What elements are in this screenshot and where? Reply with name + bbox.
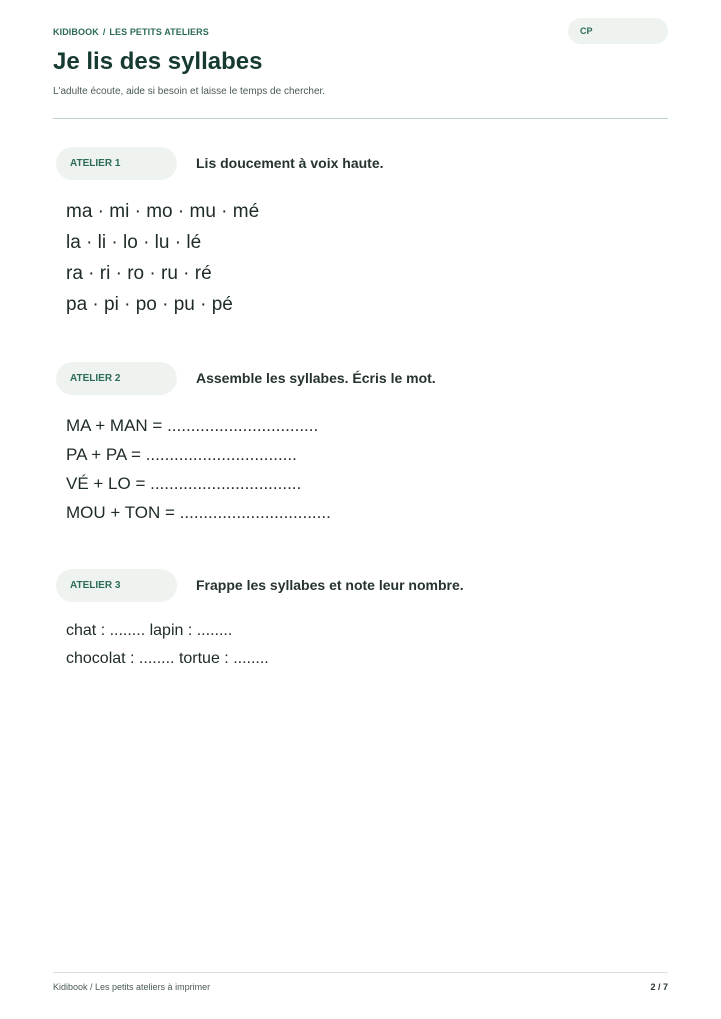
count-line: chocolat : ........ tortue : ........ xyxy=(66,650,269,667)
assembly-line: PA + PA = ................................ xyxy=(66,445,297,464)
page-subtitle: L'adulte écoute, aide si besoin et laisse le temps de chercher. xyxy=(53,86,326,97)
footer-text: Kidibook / Les petits ateliers à imprimer xyxy=(53,982,211,992)
breadcrumb-item-collection: LES PETITS ATELIERS xyxy=(109,27,209,37)
syllable-line: ra · ri · ro · ru · ré xyxy=(66,263,212,284)
assembly-line: MA + MAN = ................................ xyxy=(66,416,319,435)
breadcrumb xyxy=(53,27,209,37)
assembly-line: MOU + TON = ................................ xyxy=(66,503,331,522)
assembly-line: VÉ + LO = ................................ xyxy=(66,474,302,493)
footer-divider xyxy=(53,972,668,973)
breadcrumb-separator: / xyxy=(102,27,106,37)
page-number: 2 / 7 xyxy=(650,982,668,992)
atelier-3-count-lines xyxy=(66,617,269,673)
count-line: chat : ........ lapin : ........ xyxy=(66,622,233,639)
atelier-2-label: ATELIER 2 xyxy=(56,362,177,395)
atelier-2-instruction: Assemble les syllabes. Écris le mot. xyxy=(196,370,436,386)
atelier-1-label: ATELIER 1 xyxy=(56,147,177,180)
grade-badge: CP xyxy=(568,18,668,44)
atelier-3-label: ATELIER 3 xyxy=(56,569,177,602)
syllable-line: la · li · lo · lu · lé xyxy=(66,232,202,253)
syllable-line: ma · mi · mo · mu · mé xyxy=(66,201,260,222)
atelier-2-assembly-lines xyxy=(66,411,331,527)
atelier-1-instruction: Lis doucement à voix haute. xyxy=(196,155,384,171)
atelier-3-instruction: Frappe les syllabes et note leur nombre. xyxy=(196,577,464,593)
page-title: Je lis des syllabes xyxy=(53,48,263,75)
syllable-line: pa · pi · po · pu · pé xyxy=(66,294,233,315)
header-divider xyxy=(53,118,668,119)
breadcrumb-item-brand: KIDIBOOK xyxy=(53,27,99,37)
atelier-1-syllable-lines xyxy=(66,196,259,320)
